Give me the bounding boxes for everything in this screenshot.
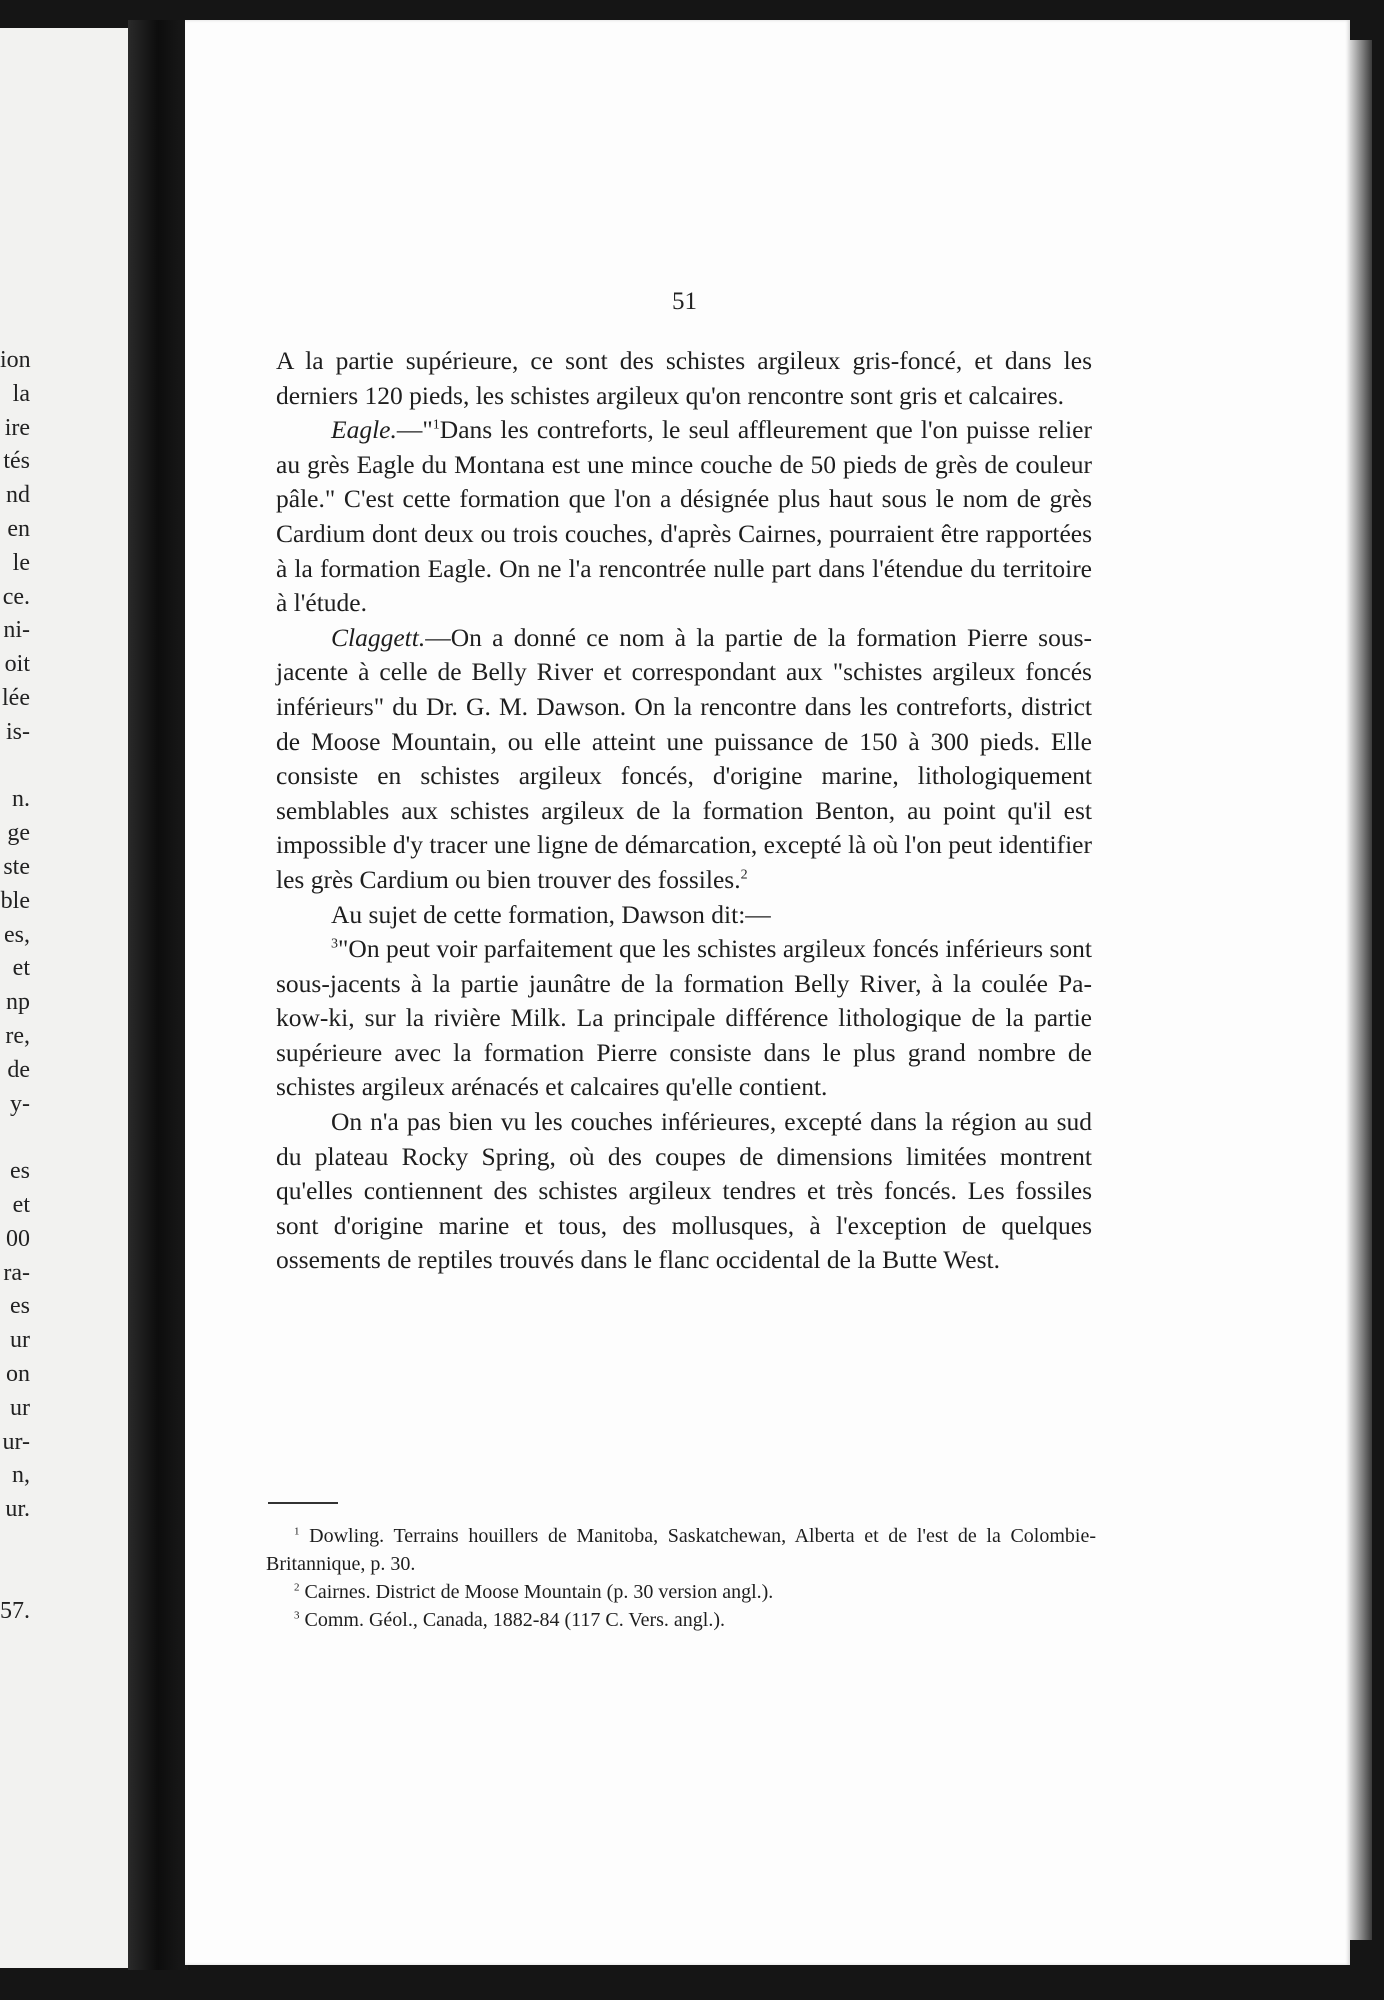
left-page-fragment: es,: [4, 921, 30, 948]
footnote-mark: 2: [294, 1581, 300, 1594]
paragraph-claggett: [276, 621, 1092, 898]
left-page-fragment: ce.: [2, 583, 30, 610]
left-page-fragment: ni-: [3, 617, 30, 644]
left-page-fragment: ur-: [2, 1428, 30, 1455]
left-page-fragment: ste: [3, 854, 30, 880]
footnote-text: Dowling. Terrains houillers de Manitoba, Saskatchewan, Alberta et de l'est de la Colombie-Britannique, p. 30.: [266, 1525, 1097, 1575]
paragraph-dawson-intro: Au sujet de cette formation, Dawson dit:—: [331, 899, 771, 929]
claggett-text: —On a donné ce nom à la partie de la formation Pierre sous-jacente à celle de Belly River et correspondant aux "schistes argileux foncés inférieurs" du Dr. G. M. Dawson. On la rencontre dans les contreforts, district de Moose Mountain, ou elle atteint une puissance de 150 à 300 pieds. Elle consiste en schistes argileux foncés, d'origine marine, lithologiquement semblables aux schistes argileux de la formation Benton, au point qu'il est impossible d'y tracer une ligne de démarcation, excepté là où l'on peut identifier les grès Cardium ou bien trouver des fossiles.: [276, 622, 1092, 894]
footnote-mark: 1: [294, 1525, 300, 1538]
left-page-fragment: on: [6, 1361, 30, 1387]
left-page-fragment: ge: [7, 820, 30, 847]
left-page-fragment: en: [7, 516, 30, 542]
footnote-ref-3: 3: [331, 936, 339, 952]
left-page-fragment: ur: [10, 1394, 30, 1421]
book-gutter: [128, 20, 188, 1970]
left-page-fragment: le: [12, 549, 30, 576]
left-page-fragment: ire: [4, 414, 30, 441]
footnote-text: Cairnes. District de Moose Mountain (p. 30 version angl.).: [304, 1581, 774, 1603]
left-page-fragment: re,: [5, 1023, 30, 1049]
footnote-text: Comm. Géol., Canada, 1882-84 (117 C. Vers. angl.).: [304, 1609, 725, 1631]
paragraph-quote: [276, 932, 1092, 1105]
page-edge: [1350, 40, 1372, 1940]
dash: —": [396, 415, 433, 445]
eagle-text: Dans les contreforts, le seul affleurement que l'on puisse relier au grès Eagle du Montana est une mince couche de 50 pieds de grès de couleur pâle." C'est cette formation que l'on a désignée plus haut sous le nom de grès Cardium dont deux ou trois couches, d'après Cairnes, pourraient être rapportées à la formation Eagle. On ne l'a rencontrée nulle part dans l'étendue du territoire à l'étude.: [276, 415, 1092, 618]
left-page-fragment: ur: [10, 1327, 30, 1354]
left-page-fragment: np: [6, 989, 30, 1016]
footnotes: [266, 1522, 1096, 1634]
left-page-fragment: de: [7, 1056, 30, 1083]
footnote-mark: 3: [294, 1609, 300, 1622]
left-page-fragment: nd: [6, 482, 30, 509]
left-page-fragment: is-: [6, 718, 30, 745]
left-page-fragment: ra-: [3, 1259, 30, 1286]
paragraph-1: A la partie supérieure, ce sont des schistes argileux gris-foncé, et dans les derniers 120 pieds, les schistes argileux qu'on rencontre sont gris et calcaires.: [276, 346, 1092, 410]
footnote-2: [266, 1578, 1096, 1606]
left-page-fragment: la: [12, 380, 30, 407]
page-number: 51: [672, 288, 697, 315]
paragraph-lower-beds: On n'a pas bien vu les couches inférieures, excepté dans la région au sud du plateau Rocky Spring, où des coupes de dimensions limitées montrent qu'elles contiennent des schistes argileux tendres et très foncés. Les fossiles sont d'origine marine et tous, des mollusques, à l'exception de quelques ossements de reptiles trouvés dans le flanc occidental de la Butte West.: [276, 1107, 1092, 1275]
quote-text: "On peut voir parfaitement que les schistes argileux foncés inférieurs sont sous-jacents à la partie jaunâtre de la formation Belly River, à la coulée Pa-kow-ki, sur la rivière Milk. La principale différence lithologique de la partie supérieure avec la formation Pierre consiste dans le plus grand nombre de schistes argileux arénacés et calcaires qu'elle contient.: [276, 934, 1092, 1102]
left-page-fragment: ur.: [5, 1496, 30, 1523]
left-page-fragment: n.: [12, 786, 30, 813]
left-page-fragment: oit: [4, 651, 30, 678]
left-page-fragment: lée: [2, 685, 30, 711]
left-page-fragment: ble: [0, 887, 30, 914]
paragraph-eagle: [276, 413, 1092, 621]
heading-eagle: Eagle.: [331, 415, 397, 445]
footnote-1: [266, 1522, 1096, 1578]
left-page-fragment: ion: [0, 347, 31, 373]
left-page-fragment: et: [12, 955, 30, 982]
body-text: [276, 344, 1092, 1278]
left-page-fragment: y-: [10, 1090, 30, 1117]
heading-claggett: Claggett.: [331, 622, 426, 652]
left-page-fragment: es: [10, 1293, 30, 1320]
left-page-fragment: 57.: [0, 1597, 30, 1624]
left-page-fragment: tés: [3, 448, 30, 475]
left-page-fragment: et: [12, 1192, 30, 1218]
footnote-ref-2: 2: [740, 867, 748, 883]
footnote-rule: [268, 1502, 338, 1504]
left-page-fragment: n,: [12, 1462, 30, 1489]
left-page-fragment: 00: [6, 1225, 30, 1252]
footnote-3: [266, 1606, 1096, 1634]
footnote-ref-1: 1: [432, 417, 440, 433]
left-page-fragment: es: [10, 1158, 30, 1185]
